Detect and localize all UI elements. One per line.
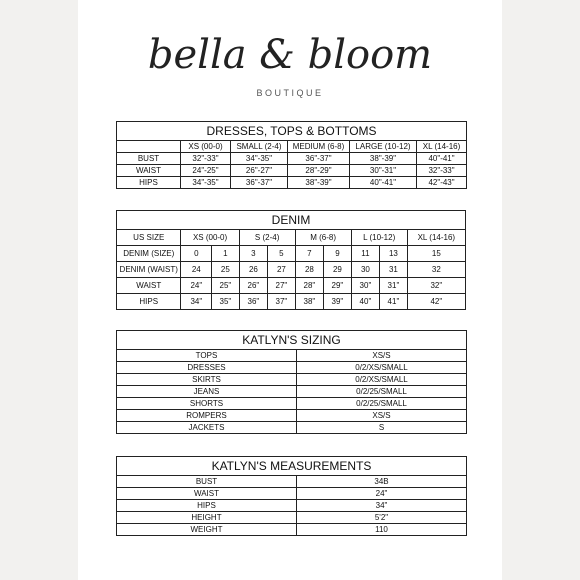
table-cell: 30" xyxy=(351,278,380,294)
table-cell: 11 xyxy=(351,246,380,262)
denim-table-title: DENIM xyxy=(117,211,466,230)
table-row xyxy=(117,410,467,422)
table-cell: 38"-39" xyxy=(288,177,350,189)
table-cell: 26" xyxy=(239,278,268,294)
header-cell xyxy=(117,141,181,153)
table-cell: 29" xyxy=(324,278,351,294)
table-row xyxy=(117,524,467,536)
table-cell: 34"-35" xyxy=(231,153,288,165)
table-cell: 39" xyxy=(324,294,351,310)
table-row xyxy=(117,398,467,410)
table-cell: 34" xyxy=(297,500,467,512)
table-row xyxy=(117,350,467,362)
table-cell: 0/2/25/SMALL xyxy=(297,386,467,398)
table-cell: 13 xyxy=(380,246,407,262)
row-label: TOPS xyxy=(117,350,297,362)
table-row xyxy=(117,488,467,500)
table-cell: 28 xyxy=(295,262,324,278)
table-cell: 29 xyxy=(324,262,351,278)
table-row xyxy=(117,165,467,177)
denim-size-table xyxy=(116,210,466,310)
table-cell: 41" xyxy=(380,294,407,310)
row-label: WEIGHT xyxy=(117,524,297,536)
header-cell: US SIZE xyxy=(117,230,181,246)
table-row xyxy=(117,246,466,262)
table-cell: 37" xyxy=(268,294,295,310)
table-cell: 32 xyxy=(407,262,465,278)
table-cell: 110 xyxy=(297,524,467,536)
table-cell: S xyxy=(297,422,467,434)
table-cell: 15 xyxy=(407,246,465,262)
row-label: JEANS xyxy=(117,386,297,398)
table-cell: 1 xyxy=(212,246,239,262)
table-cell: 32"-33" xyxy=(181,153,231,165)
table-cell: 36"-37" xyxy=(231,177,288,189)
table-cell: 0/2/XS/SMALL xyxy=(297,362,467,374)
table-row xyxy=(117,386,467,398)
row-label: JACKETS xyxy=(117,422,297,434)
table-cell: 26 xyxy=(239,262,268,278)
header-cell: SMALL (2-4) xyxy=(231,141,288,153)
header-cell: XS (00-0) xyxy=(181,141,231,153)
table-row xyxy=(117,262,466,278)
row-label: WAIST xyxy=(117,165,181,177)
header-cell: MEDIUM (6-8) xyxy=(288,141,350,153)
row-label: SKIRTS xyxy=(117,374,297,386)
table-row xyxy=(117,422,467,434)
table-cell: 27" xyxy=(268,278,295,294)
table-row xyxy=(117,177,467,189)
table-row xyxy=(117,512,467,524)
table-cell: 30 xyxy=(351,262,380,278)
table-cell: 42"-43" xyxy=(417,177,467,189)
row-label: HEIGHT xyxy=(117,512,297,524)
row-label: ROMPERS xyxy=(117,410,297,422)
table-header-row xyxy=(117,230,466,246)
table-cell: 0 xyxy=(181,246,212,262)
header-cell: XL (14-16) xyxy=(417,141,467,153)
table-cell: 38"-39" xyxy=(350,153,417,165)
table-cell: 25" xyxy=(212,278,239,294)
row-label: WAIST xyxy=(117,488,297,500)
header-cell: L (10-12) xyxy=(351,230,407,246)
header-cell: M (6-8) xyxy=(295,230,351,246)
table-cell: 36" xyxy=(239,294,268,310)
table-header-row xyxy=(117,141,467,153)
table-cell: 24"-25" xyxy=(181,165,231,177)
table-cell: 31 xyxy=(380,262,407,278)
header-cell: XS (00-0) xyxy=(181,230,239,246)
katlyn-sizing-table xyxy=(116,330,467,434)
table-cell: 31" xyxy=(380,278,407,294)
table-row xyxy=(117,278,466,294)
dresses-size-table xyxy=(116,121,467,189)
table-row xyxy=(117,153,467,165)
row-label: BUST xyxy=(117,476,297,488)
table-cell: 40" xyxy=(351,294,380,310)
header-cell: XL (14-16) xyxy=(407,230,465,246)
table-cell: 7 xyxy=(295,246,324,262)
table-cell: 34" xyxy=(181,294,212,310)
table-cell: 34B xyxy=(297,476,467,488)
header-cell: LARGE (10-12) xyxy=(350,141,417,153)
table-cell: 5'2" xyxy=(297,512,467,524)
table-cell: 32"-33" xyxy=(417,165,467,177)
row-label: DENIM (SIZE) xyxy=(117,246,181,262)
dresses-table-title: DRESSES, TOPS & BOTTOMS xyxy=(117,122,467,141)
table-cell: 27 xyxy=(268,262,295,278)
table-row xyxy=(117,362,467,374)
row-label: WAIST xyxy=(117,278,181,294)
table-cell: 26"-27" xyxy=(231,165,288,177)
brand-subtitle: BOUTIQUE xyxy=(256,88,324,98)
table-row xyxy=(117,476,467,488)
table-cell: 0/2/25/SMALL xyxy=(297,398,467,410)
row-label: BUST xyxy=(117,153,181,165)
row-label: DRESSES xyxy=(117,362,297,374)
table-cell: 24" xyxy=(297,488,467,500)
table-cell: 28" xyxy=(295,278,324,294)
table-cell: 0/2/XS/SMALL xyxy=(297,374,467,386)
table-cell: 36"-37" xyxy=(288,153,350,165)
sizing-table-title: KATLYN'S SIZING xyxy=(117,331,467,350)
table-cell: 32" xyxy=(407,278,465,294)
row-label: HIPS xyxy=(117,294,181,310)
katlyn-measurements-table xyxy=(116,456,467,536)
measurements-table-title: KATLYN'S MEASUREMENTS xyxy=(117,457,467,476)
row-label: SHORTS xyxy=(117,398,297,410)
table-row xyxy=(117,294,466,310)
row-label: HIPS xyxy=(117,177,181,189)
table-row xyxy=(117,500,467,512)
table-cell: 9 xyxy=(324,246,351,262)
row-label: HIPS xyxy=(117,500,297,512)
table-cell: 38" xyxy=(295,294,324,310)
table-cell: 3 xyxy=(239,246,268,262)
table-cell: 40"-41" xyxy=(350,177,417,189)
row-label: DENIM (WAIST) xyxy=(117,262,181,278)
table-row xyxy=(117,374,467,386)
table-cell: 34"-35" xyxy=(181,177,231,189)
table-cell: 24" xyxy=(181,278,212,294)
table-cell: 25 xyxy=(212,262,239,278)
table-cell: 30"-31" xyxy=(350,165,417,177)
header-cell: S (2-4) xyxy=(239,230,295,246)
brand-name: bella & bloom xyxy=(147,32,433,78)
table-cell: 35" xyxy=(212,294,239,310)
brand-logo xyxy=(78,14,502,94)
table-cell: 24 xyxy=(181,262,212,278)
table-cell: XS/S xyxy=(297,410,467,422)
table-cell: 28"-29" xyxy=(288,165,350,177)
table-cell: 42" xyxy=(407,294,465,310)
table-cell: 40"-41" xyxy=(417,153,467,165)
size-chart-page xyxy=(78,0,502,580)
table-cell: XS/S xyxy=(297,350,467,362)
table-cell: 5 xyxy=(268,246,295,262)
